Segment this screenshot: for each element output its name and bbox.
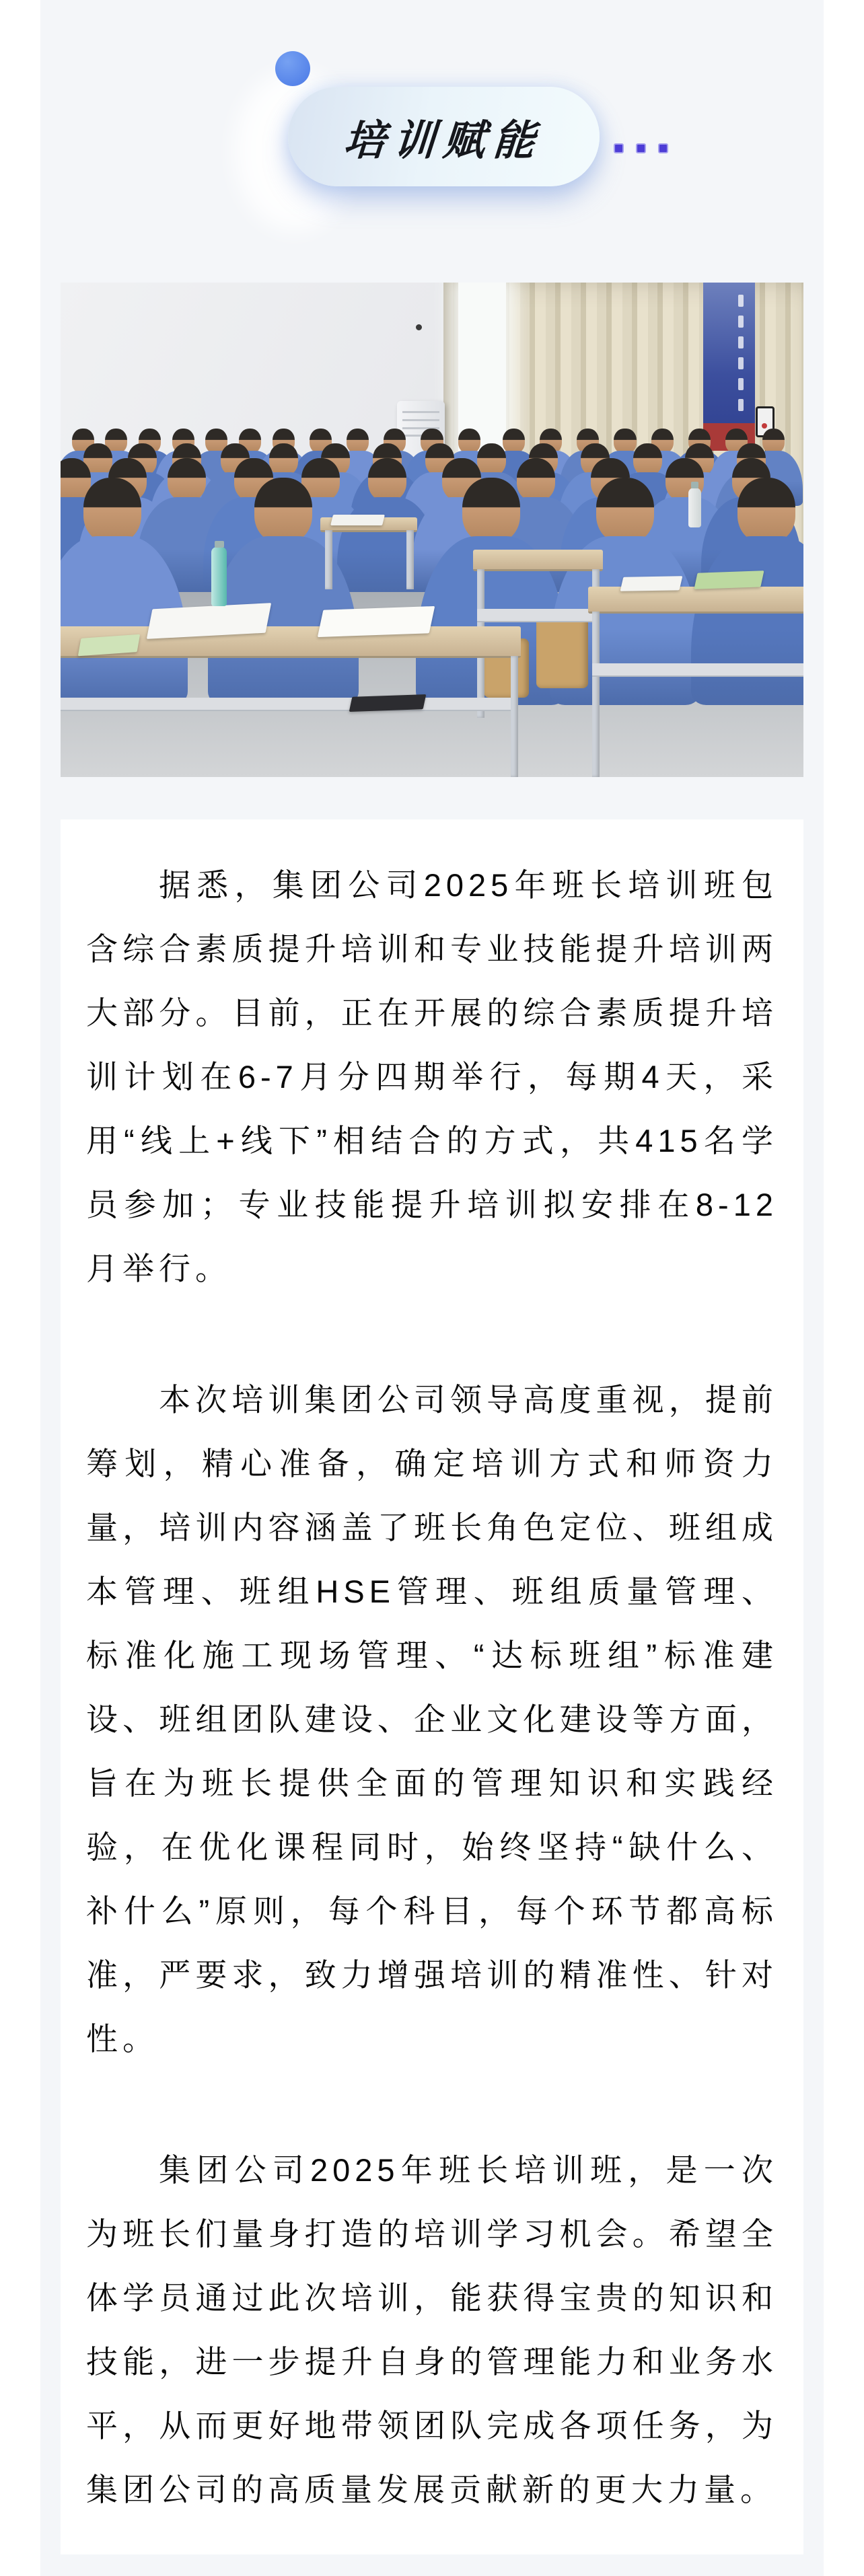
person-head xyxy=(762,429,785,453)
person-head xyxy=(633,443,662,476)
article-page xyxy=(40,0,824,2576)
banner-text-mark xyxy=(738,378,744,390)
article-paragraph-3: 集团公司2025年班长培训班，是一次为班长们量身打造的培训学习机会。希望全体学员通过此次培训，能获得宝贵的知识和技能，进一步提升自身的管理能力和业务水平，从而更好地带领团队完成各项任务，为集团公司的高质量发展贡献新的更大力量。 xyxy=(86,2152,778,2507)
person-head xyxy=(737,478,795,542)
desk-leg xyxy=(592,612,600,777)
banner-text-mark xyxy=(738,336,744,348)
person-head xyxy=(168,458,206,501)
photo-ceiling-camera xyxy=(416,324,422,330)
person-head xyxy=(347,429,369,453)
banner-text-mark xyxy=(738,295,744,307)
person-head xyxy=(368,458,406,501)
person-head xyxy=(83,478,141,542)
article-body-card xyxy=(61,819,803,2554)
notebook xyxy=(694,571,764,589)
person-head xyxy=(596,478,654,542)
desk-leg xyxy=(325,530,332,589)
badge-blue-circle xyxy=(275,51,310,86)
desk-shelf xyxy=(592,663,803,677)
notebook xyxy=(318,606,435,638)
person-head xyxy=(458,429,480,453)
banner-text-mark xyxy=(738,316,744,328)
person-head xyxy=(269,443,298,476)
desk-top xyxy=(473,550,603,571)
person-head xyxy=(477,443,506,476)
water-bottle xyxy=(688,488,701,527)
person-head xyxy=(254,478,312,542)
bottle-cap xyxy=(691,482,698,488)
notebook xyxy=(620,576,682,591)
person-head xyxy=(614,429,636,453)
person-head xyxy=(517,458,555,501)
ac-grille-line xyxy=(402,411,439,413)
desk-shelf xyxy=(477,609,592,622)
desk-leg xyxy=(406,530,414,589)
desk-shelf xyxy=(61,698,511,711)
notebook xyxy=(330,515,385,525)
article-paragraph-2: 本次培训集团公司领导高度重视，提前筹划，精心准备，确定培训方式和师资力量，培训内容涵盖了班长角色定位、班组成本管理、班组HSE管理、班组质量管理、标准化施工现场管理、“达标班组”标准建设、班组团队建设、企业文化建设等方面，旨在为班长提供全面的管理知识和实践经验，在优化课程同时，始终坚持“缺什么、补什么”原则，每个科目，每个环节都高标准，严要求，致力增强培训的精准性、针对性。 xyxy=(86,1382,778,2057)
section-title: 培训赋能 xyxy=(342,117,545,164)
article-paragraph-1: 据悉，集团公司2025年班长培训班包含综合素质提升培训和专业技能提升培训两大部分。目前，正在开展的综合素质提升培训计划在6-7月分四期举行，每期4天，采用“线上+线下”相结合的方式，共415名学员参加；专业技能提升培训拟安排在8-12月举行。 xyxy=(86,867,778,1286)
badge-dots-decoration xyxy=(614,143,668,153)
banner-text-mark xyxy=(738,357,744,369)
training-photo xyxy=(61,283,803,777)
person-head xyxy=(503,429,525,453)
ac-grille-line xyxy=(402,419,439,421)
banner-text-mark xyxy=(738,399,744,411)
water-bottle xyxy=(211,547,227,606)
person-head xyxy=(462,478,520,542)
section-header xyxy=(40,0,824,283)
desk-leg xyxy=(511,656,518,777)
section-badge xyxy=(288,87,600,186)
bottle-cap xyxy=(215,541,224,548)
notebook xyxy=(349,694,426,712)
